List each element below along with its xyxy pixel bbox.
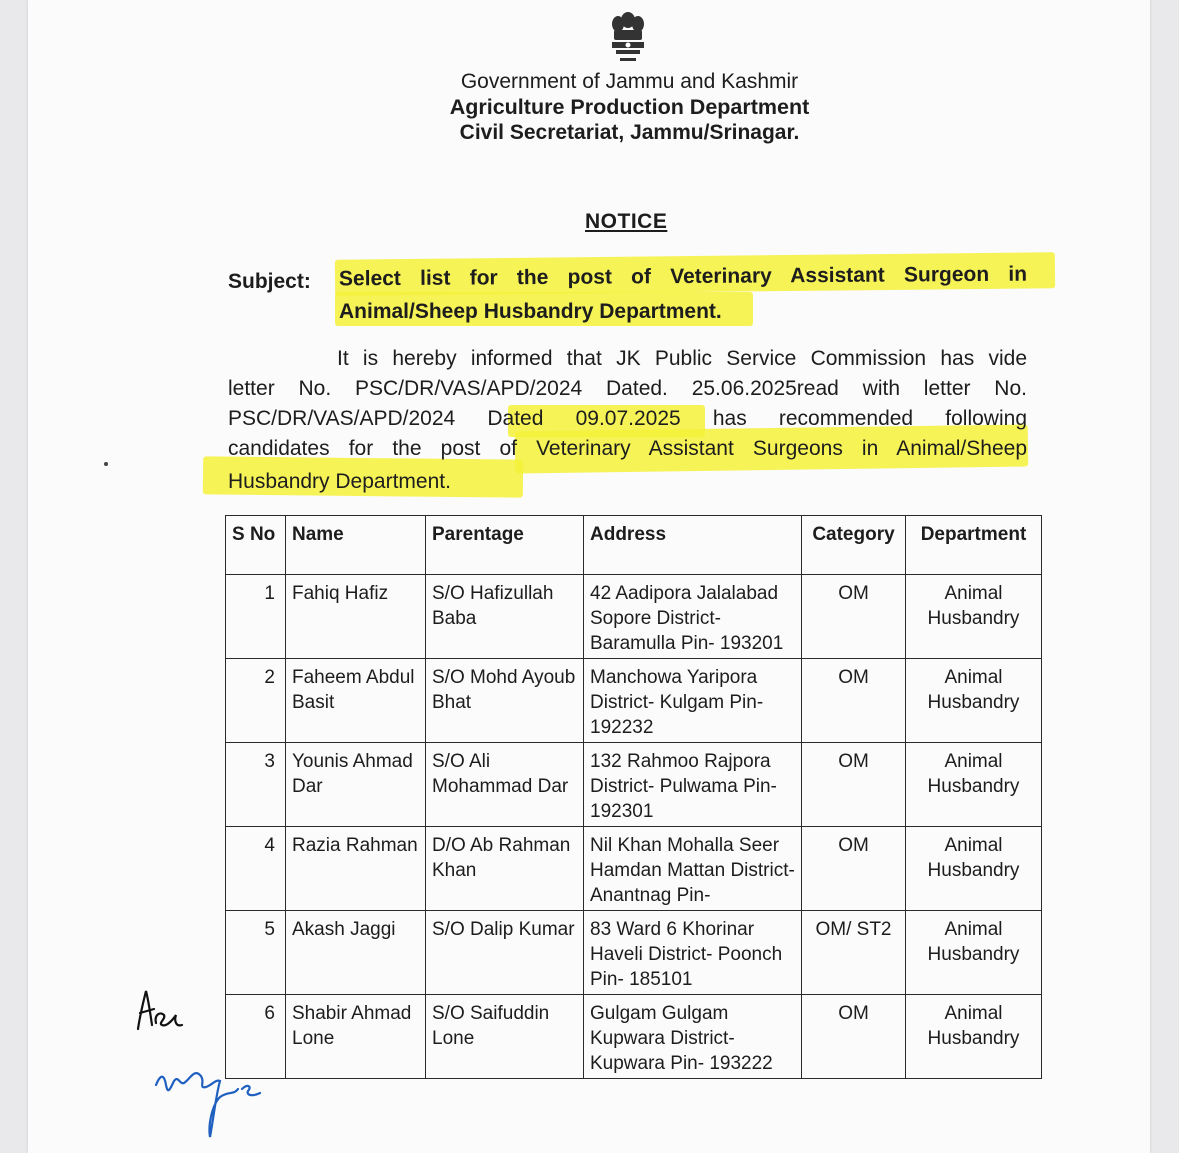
signature-blue xyxy=(150,1045,270,1145)
cell-department: Animal Husbandry xyxy=(906,743,1042,827)
cell-category: OM xyxy=(802,995,906,1079)
table-row xyxy=(226,827,1042,911)
table-row xyxy=(226,911,1042,995)
cell-category: OM xyxy=(802,659,906,743)
cell-parentage: S/O Dalip Kumar xyxy=(426,911,584,995)
cell-category: OM xyxy=(802,827,906,911)
cell-name: Faheem Abdul Basit xyxy=(286,659,426,743)
cell-address: 42 Aadipora Jalalabad Sopore District- Baramulla Pin- 193201 xyxy=(584,575,802,659)
table-row xyxy=(226,659,1042,743)
header-department: Department xyxy=(906,516,1042,575)
cell-department: Animal Husbandry xyxy=(906,827,1042,911)
cell-parentage: S/O Mohd Ayoub Bhat xyxy=(426,659,584,743)
cell-parentage: D/O Ab Rahman Khan xyxy=(426,827,584,911)
department-name: Agriculture Production Department xyxy=(449,95,810,119)
cell-department: Animal Husbandry xyxy=(906,575,1042,659)
cell-sno: 2 xyxy=(226,659,286,743)
cell-department: Animal Husbandry xyxy=(906,911,1042,995)
cell-parentage: S/O Hafizullah Baba xyxy=(426,575,584,659)
body-line3: PSC/DR/VAS/APD/2024 Dated 09.07.2025 has recommended following xyxy=(228,407,1027,430)
subject-line2: Animal/Sheep Husbandry Department. xyxy=(339,300,722,323)
header-name: Name xyxy=(286,516,426,575)
signature-black xyxy=(130,985,190,1035)
cell-parentage: S/O Saifuddin Lone xyxy=(426,995,584,1079)
cell-sno: 5 xyxy=(226,911,286,995)
table-row xyxy=(226,743,1042,827)
body-line1: It is hereby informed that JK Public Service Commission has vide xyxy=(337,347,1027,370)
cell-sno: 4 xyxy=(226,827,286,911)
cell-sno: 6 xyxy=(226,995,286,1079)
cell-category: OM/ ST2 xyxy=(802,911,906,995)
cell-sno: 1 xyxy=(226,575,286,659)
header-address: Address xyxy=(584,516,802,575)
govt-name: Government of Jammu and Kashmir xyxy=(460,70,799,93)
table-row xyxy=(226,995,1042,1079)
body-line4: candidates for the post of Veterinary Assistant Surgeons in Animal/Sheep xyxy=(228,437,1027,460)
cell-address: 83 Ward 6 Khorinar Haveli District- Poonch Pin- 185101 xyxy=(584,911,802,995)
cell-department: Animal Husbandry xyxy=(906,659,1042,743)
cell-parentage: S/O Ali Mohammad Dar xyxy=(426,743,584,827)
cell-address: 132 Rahmoo Rajpora District- Pulwama Pin- 192301 xyxy=(584,743,802,827)
table-header-row xyxy=(226,516,1042,575)
national-emblem-icon xyxy=(600,8,656,68)
body-line2: letter No. PSC/DR/VAS/APD/2024 Dated. 25.06.2025read with letter No. xyxy=(228,377,1027,400)
notice-title: NOTICE xyxy=(585,210,668,233)
cell-name: Shabir Ahmad Lone xyxy=(286,995,426,1079)
cell-address: Gulgam Gulgam Kupwara District- Kupwara Pin- 193222 xyxy=(584,995,802,1079)
cell-name: Fahiq Hafiz xyxy=(286,575,426,659)
select-list-table xyxy=(225,515,1042,1079)
stray-mark xyxy=(104,462,108,466)
cell-category: OM xyxy=(802,743,906,827)
cell-sno: 3 xyxy=(226,743,286,827)
subject-label: Subject: xyxy=(228,270,311,293)
cell-name: Razia Rahman xyxy=(286,827,426,911)
table-row xyxy=(226,575,1042,659)
cell-department: Animal Husbandry xyxy=(906,995,1042,1079)
secretariat-address: Civil Secretariat, Jammu/Srinagar. xyxy=(459,121,800,144)
cell-name: Akash Jaggi xyxy=(286,911,426,995)
subject-line1: Select list for the post of Veterinary Assistant Surgeon in xyxy=(338,262,1028,291)
body-line5: Husbandry Department. xyxy=(228,470,451,493)
cell-name: Younis Ahmad Dar xyxy=(286,743,426,827)
header-category: Category xyxy=(802,516,906,575)
cell-address: Nil Khan Mohalla Seer Hamdan Mattan District- Anantnag Pin- xyxy=(584,827,802,911)
header-parentage: Parentage xyxy=(426,516,584,575)
header-sno: S No xyxy=(226,516,286,575)
cell-category: OM xyxy=(802,575,906,659)
cell-address: Manchowa Yaripora District- Kulgam Pin- 192232 xyxy=(584,659,802,743)
